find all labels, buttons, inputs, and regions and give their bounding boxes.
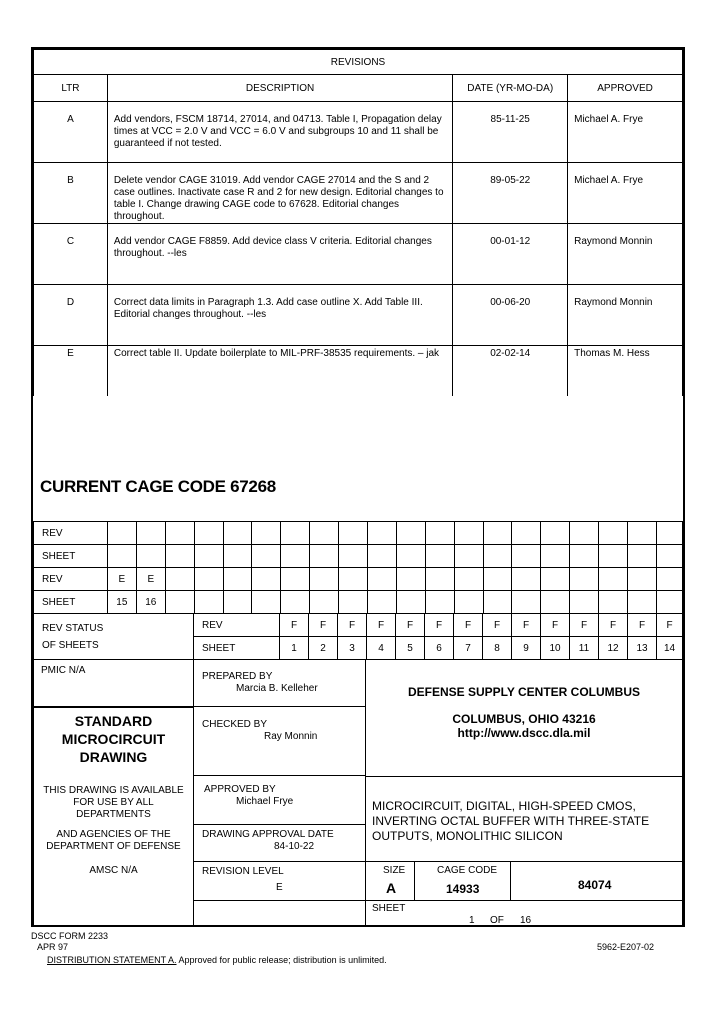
revision-level-label: REVISION LEVEL: [202, 866, 284, 877]
size-box: [365, 861, 415, 901]
pmic-box: [33, 659, 194, 707]
sheet-label: SHEET: [34, 545, 108, 568]
sheet-cell: 2: [309, 637, 338, 660]
revision-level: E: [276, 882, 283, 893]
rev-description: Delete vendor CAGE 31019. Add vendor CAGE 27014 and the S and 2 case outlines. Inactivate case R and 2 for new design. Editorial changes to table I. Change drawing CAGE code to 67628. Editorial changes throughout.: [107, 163, 452, 224]
header-date: DATE (YR-MO-DA): [453, 75, 568, 102]
revision-level-box: [193, 861, 366, 901]
rev-status-label: [34, 614, 194, 660]
agency-city: COLUMBUS, OHIO 43216: [452, 712, 596, 726]
sheet-cell: 15: [107, 591, 136, 614]
pmic-text: PMIC N/A: [41, 665, 86, 676]
approved-by-name: Michael Frye: [236, 796, 294, 807]
sheet-label: SHEET: [194, 637, 280, 660]
prepared-by-box: [193, 659, 366, 707]
standard-line: STANDARD: [74, 713, 153, 729]
drawing-title-line: MICROCIRCUIT, DIGITAL, HIGH-SPEED CMOS,: [372, 799, 636, 813]
sheet-cell: 13: [628, 637, 657, 660]
sheet-cell: 3: [338, 637, 367, 660]
sheet-total: 16: [520, 915, 532, 926]
rev-cell: F: [454, 614, 483, 637]
rev-date: 89-05-22: [453, 163, 568, 224]
checked-by-name: Ray Monnin: [264, 731, 318, 742]
checked-by-box: [193, 706, 366, 776]
rev-cell: F: [570, 614, 599, 637]
sheet-cell: 4: [367, 637, 396, 660]
rev-date: 00-06-20: [453, 285, 568, 346]
table-row: [34, 102, 683, 163]
availability-line: AND AGENCIES OF THE: [56, 829, 171, 840]
document-number: 5962-E207-02: [597, 942, 655, 952]
table-row: [34, 224, 683, 285]
rev-description: Correct data limits in Paragraph 1.3. Add case outline X. Add Table III. Editorial changes throughout. --les: [107, 285, 452, 346]
approved-by-box: [193, 775, 366, 825]
cage-code-label: CAGE CODE: [437, 865, 498, 876]
approval-date-label: DRAWING APPROVAL DATE: [202, 829, 334, 840]
prepared-by-name: Marcia B. Kelleher: [236, 683, 318, 694]
agency-url: http://www.dscc.dla.mil: [457, 726, 591, 740]
rev-approved: Michael A. Frye: [568, 163, 683, 224]
distribution-label: DISTRIBUTION STATEMENT A.: [47, 955, 177, 965]
approved-by-label: APPROVED BY: [204, 784, 276, 795]
sheet-cell: 16: [136, 591, 165, 614]
rev-label: REV: [34, 568, 108, 591]
revisions-table: [33, 49, 683, 396]
rev-cell: F: [541, 614, 570, 637]
rev-cell: F: [599, 614, 628, 637]
drawing-title: [372, 799, 649, 844]
rev-cell: F: [425, 614, 454, 637]
sheet-label: SHEET: [34, 591, 108, 614]
sheet-label: SHEET: [372, 903, 406, 914]
rev-status-grid: [33, 613, 683, 660]
approval-date: 84-10-22: [274, 841, 315, 852]
rev-description: Add vendor CAGE F8859. Add device class V criteria. Editorial changes throughout. --les: [107, 224, 452, 285]
availability-line: FOR USE BY ALL: [73, 797, 154, 808]
rev-approved: Raymond Monnin: [568, 224, 683, 285]
table-row: [34, 163, 683, 224]
rev-ltr: C: [34, 224, 108, 285]
rev-approved: Michael A. Frye: [568, 102, 683, 163]
rev-cell: F: [396, 614, 425, 637]
rev-description: Correct table II. Update boilerplate to MIL-PRF-38535 requirements. – jak: [107, 346, 452, 397]
rev-ltr: D: [34, 285, 108, 346]
drawing-title-line: OUTPUTS, MONOLITHIC SILICON: [372, 829, 563, 843]
rev-approved: Raymond Monnin: [568, 285, 683, 346]
rev-ltr: B: [34, 163, 108, 224]
header-description: DESCRIPTION: [107, 75, 452, 102]
rev-cell: E: [107, 568, 136, 591]
rev-approved: Thomas M. Hess: [568, 346, 683, 397]
header-ltr: LTR: [34, 75, 108, 102]
rev-cell: F: [309, 614, 338, 637]
rev-cell: F: [367, 614, 396, 637]
drawing-frame: [31, 47, 685, 927]
form-number: DSCC FORM 2233: [31, 931, 109, 941]
agency-name: DEFENSE SUPPLY CENTER COLUMBUS: [407, 685, 641, 699]
standard-line: MICROCIRCUIT: [61, 731, 166, 747]
sheet-cell: 12: [599, 637, 628, 660]
sheet-cell: 9: [512, 637, 541, 660]
sheet-number: 1: [469, 915, 475, 926]
rev-cell: F: [657, 614, 683, 637]
rev-cell: F: [483, 614, 512, 637]
sheet-box: [365, 900, 683, 927]
rev-ltr: A: [34, 102, 108, 163]
rev-date: 00-01-12: [453, 224, 568, 285]
availability-line: DEPARTMENTS: [76, 809, 151, 820]
checked-by-label: CHECKED BY: [202, 719, 268, 730]
availability-text: [33, 785, 194, 853]
cage-code-value: 14933: [446, 882, 480, 896]
rev-cell: F: [338, 614, 367, 637]
approval-date-box: [193, 824, 366, 862]
rev-cell: F: [512, 614, 541, 637]
cage-code-box: [414, 861, 511, 901]
form-date: APR 97: [37, 942, 69, 952]
table-row: [34, 346, 683, 397]
sheet-cell: 5: [396, 637, 425, 660]
current-cage-code: CURRENT CAGE CODE 67268: [40, 477, 276, 496]
rev-date: 85-11-25: [453, 102, 568, 163]
of-sheets-text: OF SHEETS: [42, 639, 99, 651]
sheet-cell: 6: [425, 637, 454, 660]
rev-cell: F: [628, 614, 657, 637]
amsc-text: AMSC N/A: [89, 865, 138, 876]
table-row: [34, 285, 683, 346]
sheet-cell: 14: [657, 637, 683, 660]
drawing-number: 84074: [578, 878, 612, 892]
rev-date: 02-02-14: [453, 346, 568, 397]
sheet-cell: 11: [570, 637, 599, 660]
sheet-cell: 10: [541, 637, 570, 660]
sheet-cell: 8: [483, 637, 512, 660]
rev-ltr: E: [34, 346, 108, 397]
prepared-by-label: PREPARED BY: [202, 671, 273, 682]
size-label: SIZE: [383, 865, 406, 876]
sheet-cell: 1: [280, 637, 309, 660]
sheet-cell: 7: [454, 637, 483, 660]
agency-box: [365, 659, 683, 777]
rev-cell: F: [280, 614, 309, 637]
availability-line: DEPARTMENT OF DEFENSE: [46, 841, 181, 852]
header-approved: APPROVED: [568, 75, 683, 102]
sheet-of-label: OF: [490, 915, 504, 926]
rev-status-text: REV STATUS: [42, 622, 104, 634]
availability-line: THIS DRAWING IS AVAILABLE: [43, 785, 184, 796]
distribution-statement: [47, 955, 387, 965]
size-value: A: [386, 880, 397, 896]
rev-label: REV: [34, 522, 108, 545]
drawing-title-line: INVERTING OCTAL BUFFER WITH THREE-STATE: [372, 814, 650, 828]
standard-heading: [34, 712, 193, 766]
rev-label: REV: [194, 614, 280, 637]
rev-description: Add vendors, FSCM 18714, 27014, and 04713. Table I, Propagation delay times at VCC = 2.0 V and VCC = 6.0 V and subgroups 10 and 11 shall be guaranteed if not tested.: [107, 102, 452, 163]
revisions-title: REVISIONS: [34, 50, 683, 75]
distribution-text: Approved for public release; distribution is unlimited.: [178, 955, 387, 965]
rev-cell: E: [136, 568, 165, 591]
drawing-number-box: [510, 861, 683, 901]
rev-status-grid-top: [33, 521, 683, 614]
drawing-title-box: [365, 776, 683, 862]
standard-line: DRAWING: [79, 749, 148, 765]
